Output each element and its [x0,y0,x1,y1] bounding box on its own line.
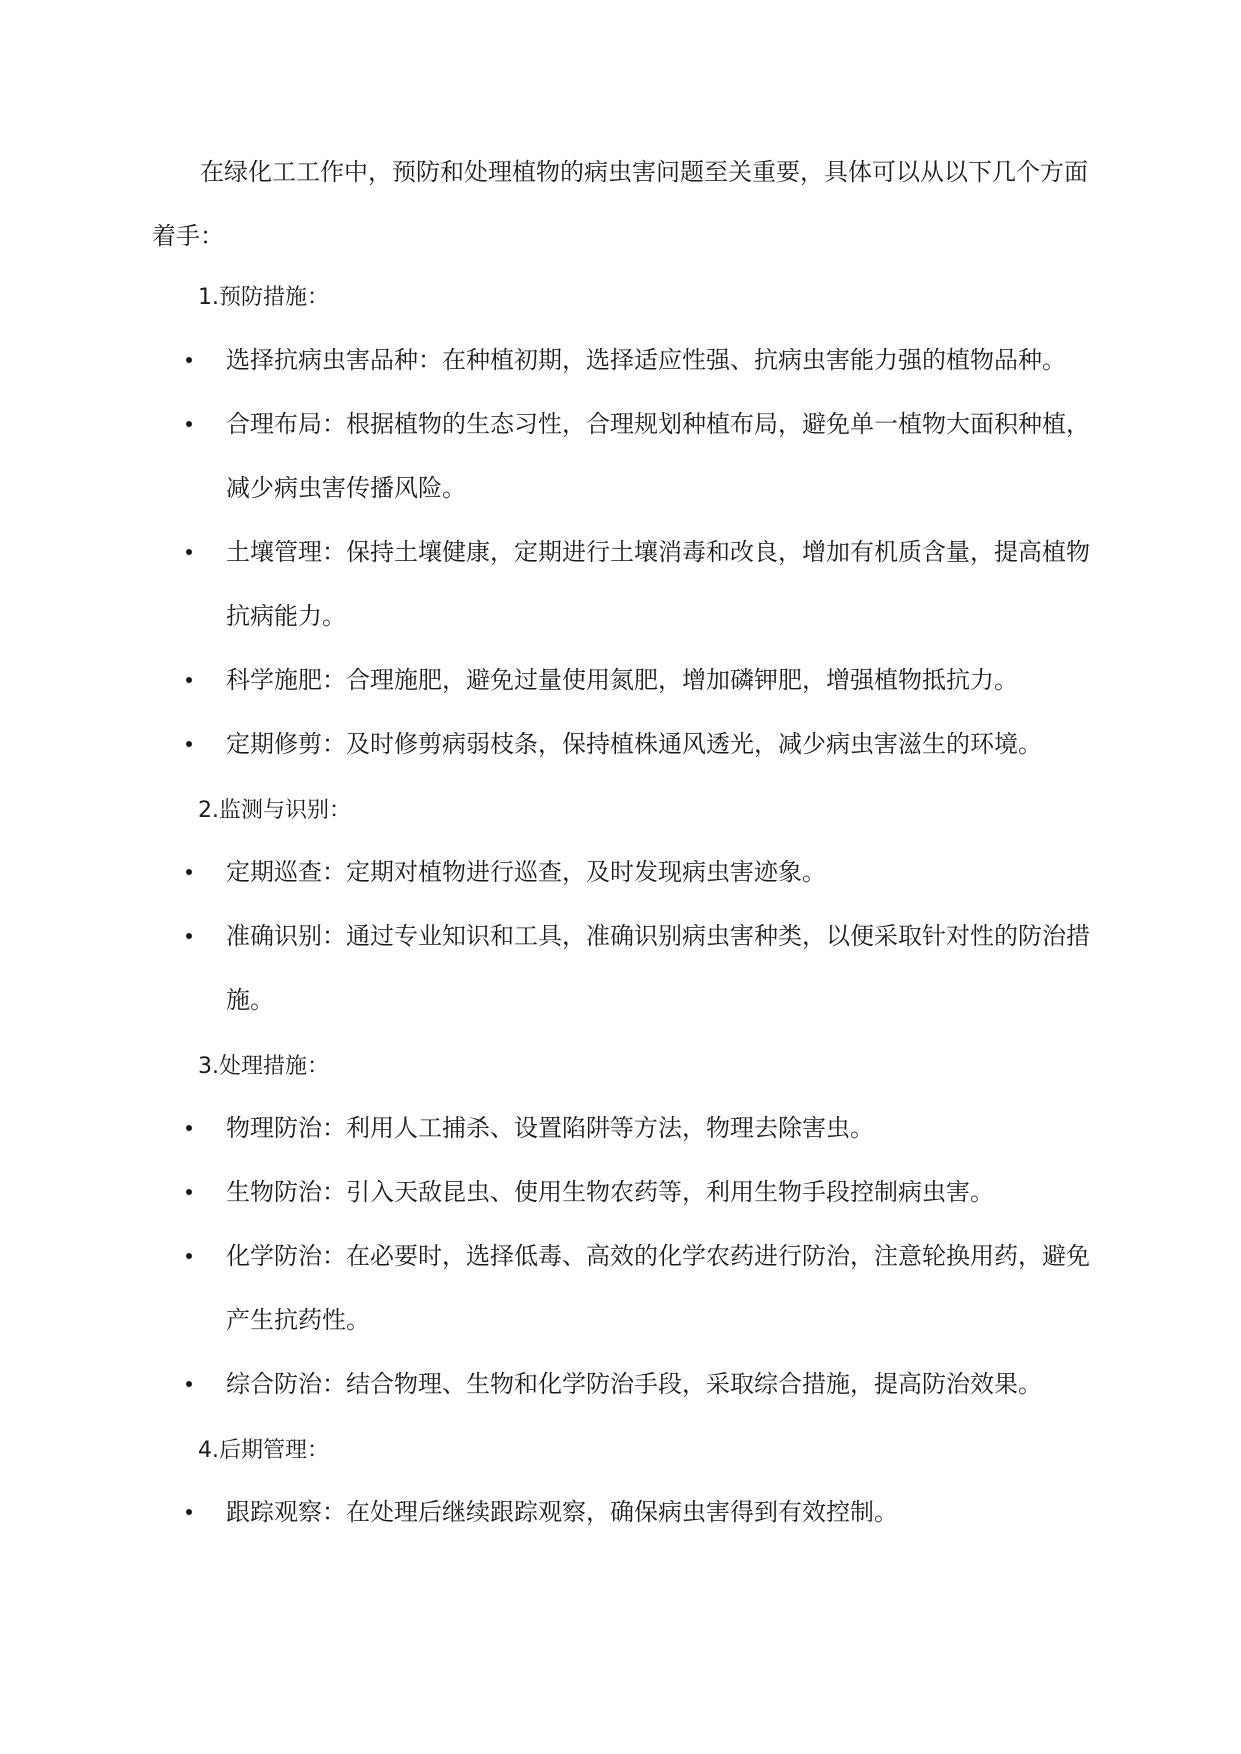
bullet-icon [186,421,192,427]
list-item: 化学防治：在必要时，选择低毒、高效的化学农药进行防治，注意轮换用药，避免产生抗药性。 [226,1242,1090,1334]
bullet-icon [186,1253,192,1259]
list-item: 科学施肥：合理施肥，避免过量使用氮肥，增加磷钾肥，增强植物抵抗力。 [226,666,1018,694]
list-item: 跟踪观察：在处理后继续跟踪观察，确保病虫害得到有效控制。 [226,1498,898,1526]
section-heading-aftercare: 4.后期管理： [198,1438,329,1463]
bullet-icon [186,741,192,747]
section-heading-monitoring: 2.监测与识别： [198,798,351,823]
bullet-icon [186,677,192,683]
list-item: 合理布局：根据植物的生态习性，合理规划种植布局，避免单一植物大面积种植，减少病虫害传播风险。 [226,410,1090,502]
list-item: 选择抗病虫害品种：在种植初期，选择适应性强、抗病虫害能力强的植物品种。 [226,346,1066,374]
bullet-icon [186,1509,192,1515]
list-item: 生物防治：引入天敌昆虫、使用生物农药等，利用生物手段控制病虫害。 [226,1178,994,1206]
list-item: 土壤管理：保持土壤健康，定期进行土壤消毒和改良，增加有机质含量，提高植物抗病能力。 [226,538,1090,630]
bullet-icon [186,549,192,555]
list-item: 综合防治：结合物理、生物和化学防治手段，采取综合措施，提高防治效果。 [226,1370,1042,1398]
bullet-icon [186,357,192,363]
section-heading-prevention: 1.预防措施： [198,285,329,310]
bullet-icon [186,1189,192,1195]
bullet-icon [186,869,192,875]
intro-paragraph: 在绿化工工作中，预防和处理植物的病虫害问题至关重要，具体可以从以下几个方面着手： [152,158,1088,250]
list-item: 定期巡查：定期对植物进行巡查，及时发现病虫害迹象。 [226,858,826,886]
bullet-icon [186,933,192,939]
list-item: 准确识别：通过专业知识和工具，准确识别病虫害种类，以便采取针对性的防治措施。 [226,922,1090,1014]
bullet-icon [186,1381,192,1387]
list-item: 物理防治：利用人工捕杀、设置陷阱等方法，物理去除害虫。 [226,1114,874,1142]
section-heading-treatment: 3.处理措施： [198,1054,329,1079]
list-item: 定期修剪：及时修剪病弱枝条，保持植株通风透光，减少病虫害滋生的环境。 [226,730,1042,758]
bullet-icon [186,1125,192,1131]
